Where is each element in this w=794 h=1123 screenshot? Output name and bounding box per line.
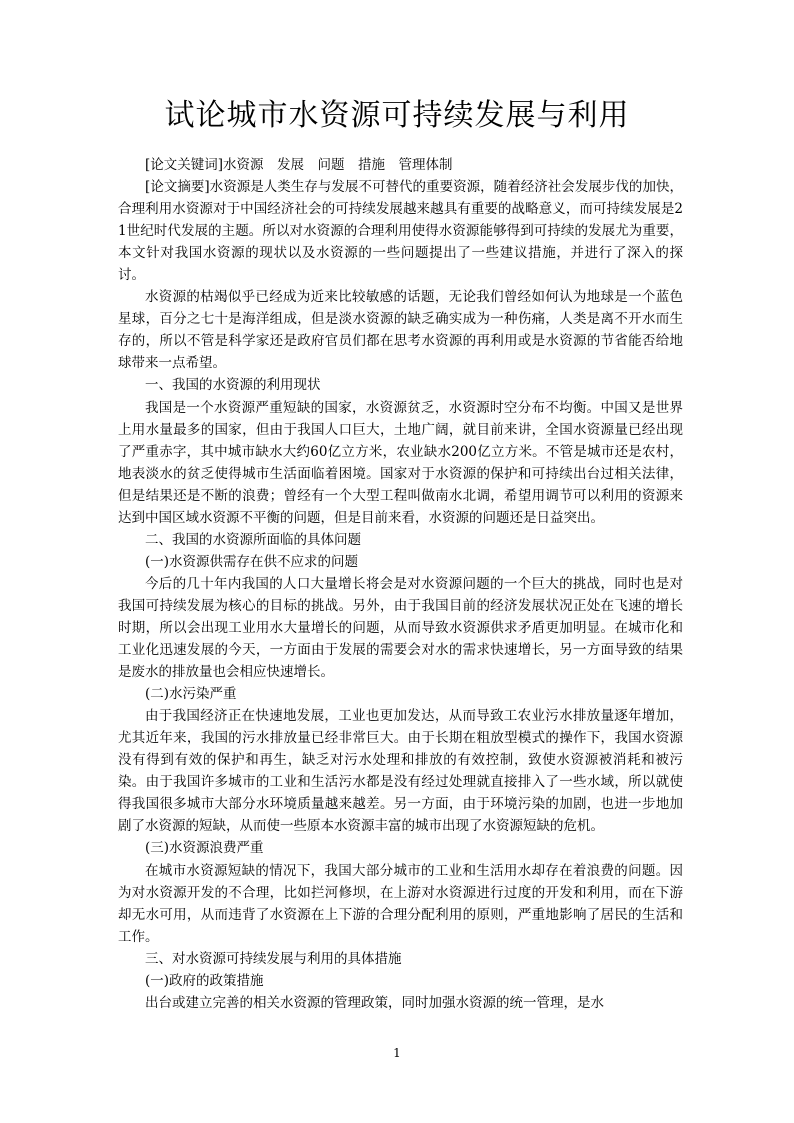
section-heading-3: 三、对水资源可持续发展与利用的具体措施 (145, 950, 402, 967)
intro-paragraph: 水资源的枯竭似乎已经成为近来比较敏感的话题，无论我们曾经如何认为地球是一个蓝色星球，百分之七十是海洋组成，但是淡水资源的缺乏确实成为一种伤痛，人类是离不开水而生存的，所以不管是科学家还是政府官员们都在思考水资源的再利用或是水资源的节省能否给地球带来一点希望。 (118, 289, 683, 372)
subsection-heading-2-3: (三)水资源浪费严重 (145, 840, 264, 857)
subsection-heading-2-2: (二)水污染严重 (145, 686, 237, 703)
page-number: 1 (393, 1046, 401, 1060)
keywords-paragraph: [论文关键词]水资源 发展 问题 措施 管理体制 (145, 157, 453, 173)
subsection-3-1-paragraph: 出台或建立完善的相关水资源的管理政策，同时加强水资源的统一管理，是水 (145, 994, 604, 1011)
subsection-2-2-paragraph: 由于我国经济正在快速地发展，工业也更加发达，从而导致工农业污水排放量逐年增加，尤其近年来，我国的污水排放量已经非常巨大。由于长期在粗放型模式的操作下，我国水资源没有得到有效的保护和再生，缺乏对污水处理和排放的有效控制，致使水资源被消耗和被污染。由于我国许多城市的工业和生活污水都是没有经过处理就直接排入了一些水域，所以就使得我国很多城市大部分水环境质量越来越差。另一方面，由于环境污染的加剧，也进一步地加剧了水资源的短缺，从而使一些原本水资源丰富的城市出现了水资源短缺的危机。 (118, 708, 683, 835)
subsection-heading-2-1: (一)水资源供需存在供不应求的问题 (145, 553, 359, 570)
subsection-2-3-paragraph: 在城市水资源短缺的情况下，我国大部分城市的工业和生活用水却存在着浪费的问题。因为对水资源开发的不合理，比如拦河修坝，在上游对水资源进行过度的开发和利用，而在下游却无水可用，从而违背了水资源在上下游的合理分配利用的原则，严重地影响了居民的生活和工作。 (118, 862, 683, 945)
document-body (118, 154, 683, 1014)
subsection-heading-3-1: (一)政府的政策措施 (145, 972, 264, 989)
section-1-paragraph: 我国是一个水资源严重短缺的国家，水资源贫乏，水资源时空分布不均衡。中国又是世界上用水量最多的国家，但由于我国人口巨大，土地广阔，就目前来讲，全国水资源量已经出现了严重赤字，其中城市缺水大约60亿立方米，农业缺水200亿立方米。不管是城市还是农村，地表淡水的贫乏使得城市生活面临着困境。国家对于水资源的保护和可持续出台过相关法律，但是结果还是不断的浪费；曾经有一个大型工程叫做南水北调，希望用调节可以利用的资源来达到中国区域水资源不平衡的问题，但是目前来看，水资源的问题还是日益突出。 (118, 399, 683, 526)
subsection-2-1-paragraph: 今后的几十年内我国的人口大量增长将会是对水资源问题的一个巨大的挑战，同时也是对我国可持续发展为核心的目标的挑战。另外，由于我国目前的经济发展状况正处在飞速的增长时期，所以会出现工业用水大量增长的问题，从而导致水资源供求矛盾更加明显。在城市化和工业化迅速发展的今天，一方面由于发展的需要会对水的需求快速增长，另一方面导致的结果是废水的排放量也会相应快速增长。 (118, 575, 683, 681)
document-title: 试论城市水资源可持续发展与利用 (164, 98, 630, 133)
abstract-paragraph: [论文摘要]水资源是人类生存与发展不可替代的重要资源，随着经济社会发展步伐的加快，合理利用水资源对于中国经济社会的可持续发展越来越具有重要的战略意义，而可持续发展是21世纪时代发展的主题。所以对水资源的合理利用使得水资源能够得到可持续的发展尤为重要，本文针对我国水资源的现状以及水资源的一些问题提出了一些建议措施，并进行了深入的探讨。 (118, 179, 683, 284)
section-heading-1: 一、我国的水资源的利用现状 (145, 377, 321, 394)
section-heading-2: 二、我国的水资源所面临的具体问题 (145, 531, 361, 548)
